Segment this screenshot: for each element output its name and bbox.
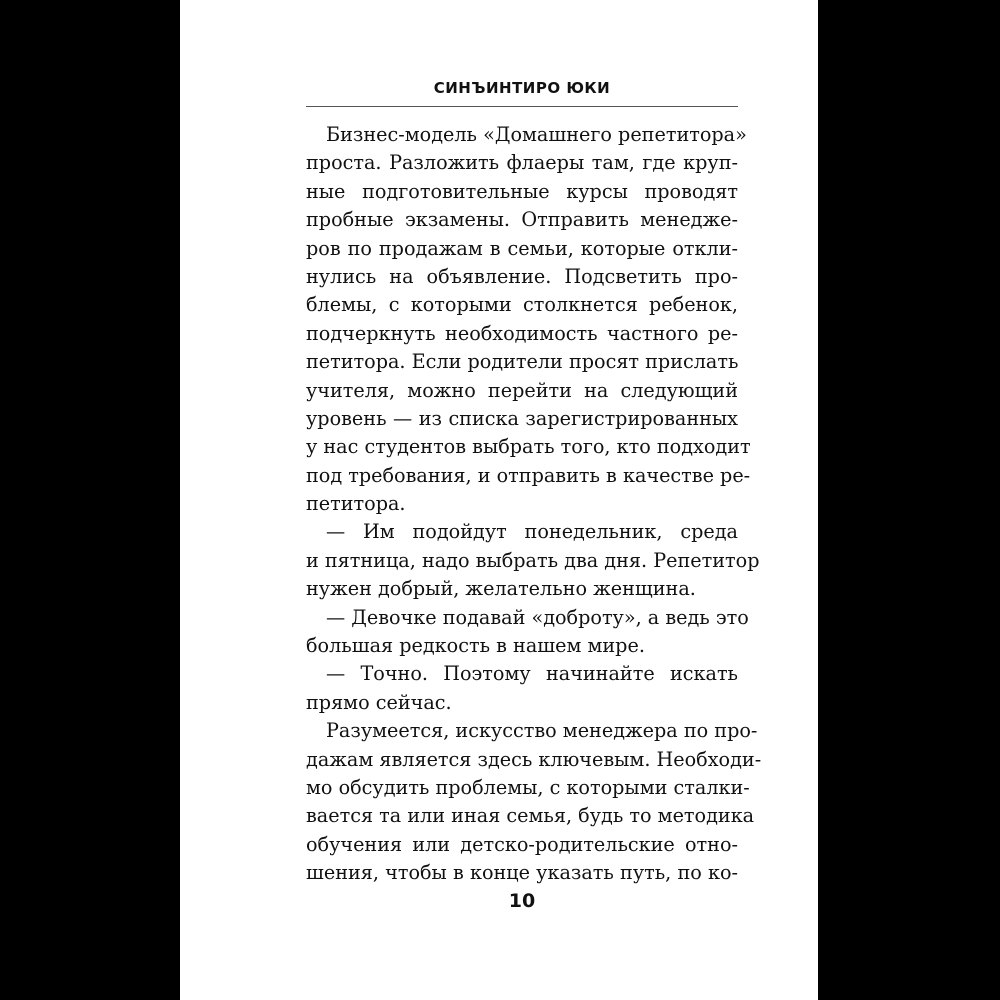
text-line: проста. Разложить флаеры там, где круп- [306, 151, 738, 175]
text-line: вается та или иная семья, будь то методика [306, 804, 755, 828]
text-line: петитора. [306, 492, 406, 516]
text-line: большая редкость в нашем мире. [306, 634, 645, 658]
book-page [180, 0, 818, 1000]
text-line: ров по продажам в семьи, которые откли- [306, 236, 738, 260]
text-line: шения, чтобы в конце указать путь, по ко- [306, 861, 738, 885]
header-rule [306, 106, 738, 107]
text-line: нулись на объявление. Подсветить про- [306, 264, 738, 288]
text-line: блемы, с которыми столкнется ребенок, [306, 293, 738, 317]
text-line: обучения или детско-родительские отно- [306, 832, 738, 856]
text-line: — Им подойдут понедельник, среда [326, 520, 738, 544]
text-line: Бизнес-модель «Домашнего репетитора» [326, 123, 747, 146]
text-line: прямо сейчас. [306, 690, 452, 714]
text-line: — Точно. Поэтому начинайте искать [326, 662, 738, 686]
text-line: Разумеется, искусство менеджера по про- [326, 719, 758, 743]
text-line: уровень — из списка зарегистрированных [306, 406, 738, 430]
body-text [306, 121, 762, 888]
text-line: нужен добрый, желательно женщина. [306, 577, 696, 601]
text-line: и пятница, надо выбрать два дня. Репетитор [306, 548, 760, 572]
text-line: под требования, и отправить в качестве ре- [306, 463, 751, 487]
text-line: подчеркнуть необходимость частного ре- [306, 321, 738, 345]
text-line: у нас студентов выбрать того, кто подходит [306, 435, 751, 459]
text-line: — Девочке подавай «доброту», а ведь это [326, 605, 749, 629]
text-line: учителя, можно перейти на следующий [306, 378, 738, 402]
text-line: пробные экзамены. Отправить менедже- [306, 208, 738, 232]
text-line: петитора. Если родители просят прислать [306, 350, 739, 374]
running-head: СИНЪИНТИРО ЮКИ [433, 79, 611, 97]
page-number: 10 [508, 890, 536, 912]
text-line: ные подготовительные курсы проводят [306, 179, 738, 203]
text-line: дажам является здесь ключевым. Необходи- [306, 747, 762, 771]
text-line: мо обсудить проблемы, с которыми сталки- [306, 775, 750, 799]
